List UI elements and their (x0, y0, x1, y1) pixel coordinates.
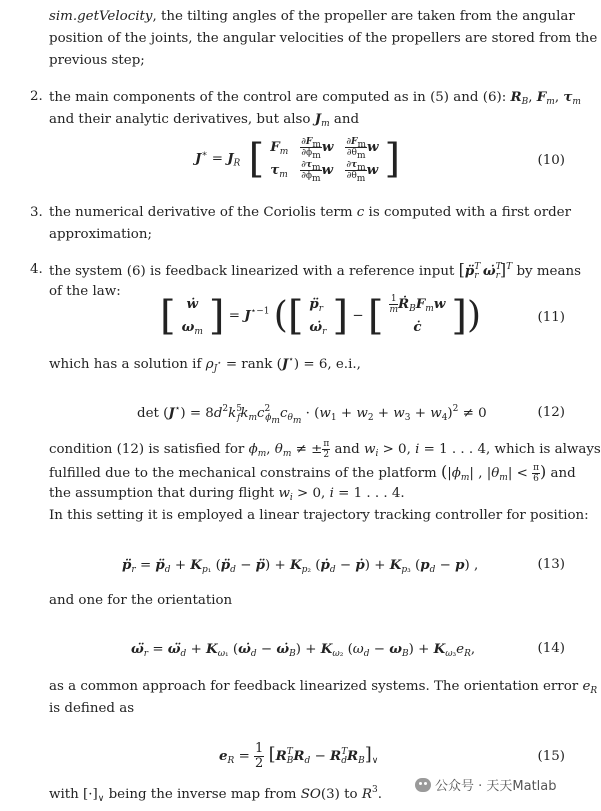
equation-number: (15) (537, 749, 565, 764)
equation-15: $e_R$ = $\frac{1}{2}$ $[R^T_BR_d - R^T_dR_B]_\vee$ (219, 741, 379, 771)
list-number: 3. (30, 205, 43, 220)
equation-number: (10) (537, 153, 565, 168)
equation-number: (13) (537, 557, 565, 572)
equation-11: [ ẇ $\omega_m$ ] = $J^{⋆-1}$ ([ $p̈_r$ $\omegȧ_r$ ] − [ $\frac{1}{m}$ $Ṙ_BF_mw$ ċ ]) (160, 293, 481, 339)
paragraph-line: which has a solution if $\rho_{J^⋆}$ = rank (J⋆) = 6, e.i., (49, 355, 361, 374)
equation-13: $p̈_r$ = $p̈_d + K_{p_1}$ ($p̈_d$ − p̈) + $K_{p_2}$ (ṗ$_d$ − ṗ) + $K_{p_3}$ $(p_d - p)$ , (122, 557, 479, 575)
watermark: 公众号 · 天天Matlab (415, 776, 557, 798)
paper-page: sim.getVelocity, the tilting angles of the propeller are taken from the angular position of the joints, the angular velocities of the propellers are stored from the previous step; 2. the main components of the control are computed as in (5) and (6): $R_B$, $F_m$, $\tau_m$ and their analytic derivatives, but also $J_m$ and $J^∗ = J_R$ [ $F_m$ $\frac{\partial F_m}{\partial\phi_m}$ w $\frac{\partial F_m}{\partial\theta_m}$ w $\tau_m$ $\frac{\partial\tau_m}{\partial\phi_m}$ w $\frac{\partial\tau_m}{\partial\theta_m}$ w ] (10) 3. the numerical derivative of the Coriolis term c is computed with a first order approximation; 4. the system (6) is feedback linearized with a reference input [p̈$^T_r$ ω̇$^T_r$]$^T$ by means of the law: [ ẇ $\omega_m$ ] = $J^{⋆-1}$ ([ $p̈_r$ $\omegȧ_r$ ] − [ $\frac{1}{m}$ $Ṙ_BF_mw$ ċ ]) (11) which has a solution if $\rho_{J^⋆}$ = rank (J⋆) = 6, e.i., $\det (J^⋆) = 8d^2k^5_fk_mc^2_{\phi_m}c_{\theta_m} \cdot (w_1 + w_2 + w_3 + w_4)^2 \ne 0$ (12) condition (12) is satisfied for $\phi_m$, $\theta_m$ ≠ ± $\frac{\pi}{2}$ and $w_i > 0$, i = 1 . . . 4, which is always fulfilled due to the mechanical constrains of the platform ($|\phi_m|$ , $|\theta_m|$ < $\frac{\pi}{6}$ ) and the assumption that during flight $w_i > 0$, i = 1 . . . 4. In this setting it is employed a linear trajectory tracking controller for position: $p̈_r$ = $p̈_d + K_{p_1}$ ($p̈_d$ − p̈) + $K_{p_2}$ (ṗ$_d$ − ṗ) + $K_{p_3}$ $(p_d - p)$ , (13) and one for the orientation $\omegä_r$ = $\omegä_d + K_{\omega_1}$ ($\omegȧ_d$ − $\omegȧ_B) + K_{\omega_2}$ $(\omega_d - \omega_B) + K_{\omega_3}e_R$, (14) as a common approach for feedback linearized systems. The orientation error $e_R$ is defined as $e_R$ = $\frac{1}{2}$ $[R^T_BR_d - R^T_dR_B]_\vee$ (15) with $[\cdot]_\vee$ being the inverse map from SO(3) to $R^3$. 公众号 · 天天Matlab (0, 0, 601, 811)
paragraph-line: the assumption that during flight $w_i > 0$, i = 1 . . . 4. (49, 486, 405, 503)
list-number: 2. (30, 89, 43, 104)
code-reference: sim.getVelocity (49, 9, 153, 24)
paragraph-line: fulfilled due to the mechanical constrains of the platform ($|\phi_m|$ , $|\theta_m|$ < $\frac{\pi}{6}$ ) and (49, 462, 576, 484)
equation-number: (11) (537, 310, 565, 325)
equation-12: $\det (J^⋆) = 8d^2k^5_fk_mc^2_{\phi_m}c_{\theta_m} \cdot (w_1 + w_2 + w_3 + w_4)^2 \ne 0$ (137, 404, 487, 426)
equation-10: $J^∗ = J_R$ [ $F_m$ $\frac{\partial F_m}{\partial\phi_m}$ w $\frac{\partial F_m}{\partial\theta_m}$ w $\tau_m$ $\frac{\partial\tau_m}{\partial\phi_m}$ w $\frac{\partial\tau_m}{\partial\theta_m}$ w ] (195, 136, 401, 184)
paragraph-line: position of the joints, the angular velocities of the propellers are stored from the (49, 31, 598, 46)
paragraph-line: with $[\cdot]_\vee$ being the inverse map from SO(3) to $R^3$. (49, 785, 382, 804)
paragraph-line: and one for the orientation (49, 593, 233, 608)
paragraph-line: condition (12) is satisfied for $\phi_m$, $\theta_m$ ≠ ± $\frac{\pi}{2}$ and $w_i > 0$, i = 1 . . . 4, which is always (49, 439, 601, 460)
paragraph-line: is defined as (49, 701, 135, 716)
list-number: 4. (30, 262, 43, 277)
wechat-icon (415, 778, 431, 792)
paragraph-line: previous step; (49, 53, 145, 68)
equation-number: (14) (537, 641, 565, 656)
paragraph-line: sim.getVelocity, the tilting angles of the propeller are taken from the angular (49, 9, 575, 24)
equation-number: (12) (537, 405, 565, 420)
equation-14: $\omegä_r$ = $\omegä_d + K_{\omega_1}$ ($\omegȧ_d$ − $\omegȧ_B) + K_{\omega_2}$ $(\omega_d - \omega_B) + K_{\omega_3}e_R$, (131, 641, 476, 659)
paragraph-line: In this setting it is employed a linear trajectory tracking controller for position: (49, 508, 589, 523)
paragraph-line: as a common approach for feedback linearized systems. The orientation error $e_R$ (49, 679, 598, 696)
